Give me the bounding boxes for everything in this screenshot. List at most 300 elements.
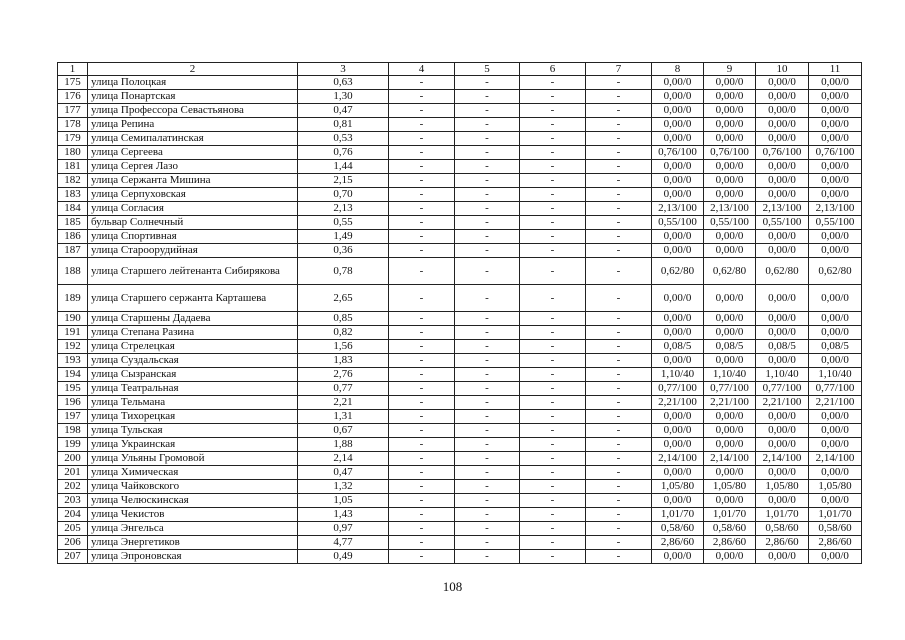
value-cell: - <box>586 244 652 258</box>
row-number-cell: 191 <box>58 326 88 340</box>
value-cell: 0,76/100 <box>652 146 704 160</box>
value-cell: 4,77 <box>298 536 389 550</box>
table-row <box>58 202 862 216</box>
value-cell: 0,00/0 <box>704 285 756 312</box>
table-row <box>58 118 862 132</box>
value-cell: 0,00/0 <box>652 466 704 480</box>
value-cell: 2,14 <box>298 452 389 466</box>
header-cell: 5 <box>455 63 520 76</box>
value-cell: 1,44 <box>298 160 389 174</box>
street-name-cell: улица Репина <box>88 118 298 132</box>
value-cell: 0,00/0 <box>756 438 809 452</box>
value-cell: 1,05/80 <box>652 480 704 494</box>
value-cell: 0,00/0 <box>652 494 704 508</box>
value-cell: 0,00/0 <box>809 326 862 340</box>
value-cell: - <box>389 522 455 536</box>
value-cell: 0,00/0 <box>704 104 756 118</box>
table-row <box>58 174 862 188</box>
value-cell: - <box>389 118 455 132</box>
value-cell: - <box>520 340 586 354</box>
row-number-cell: 201 <box>58 466 88 480</box>
street-name-cell: улица Старшего лейтенанта Сибирякова <box>88 258 298 285</box>
value-cell: - <box>389 104 455 118</box>
value-cell: 0,00/0 <box>809 90 862 104</box>
table-row <box>58 382 862 396</box>
value-cell: - <box>520 354 586 368</box>
value-cell: 0,76/100 <box>756 146 809 160</box>
value-cell: - <box>455 202 520 216</box>
value-cell: - <box>520 508 586 522</box>
value-cell: 0,00/0 <box>809 188 862 202</box>
value-cell: 1,88 <box>298 438 389 452</box>
value-cell: - <box>389 424 455 438</box>
header-cell: 11 <box>809 63 862 76</box>
value-cell: - <box>520 312 586 326</box>
table-row <box>58 438 862 452</box>
row-number-cell: 177 <box>58 104 88 118</box>
value-cell: 0,08/5 <box>809 340 862 354</box>
value-cell: - <box>455 326 520 340</box>
value-cell: 0,00/0 <box>756 312 809 326</box>
value-cell: 0,00/0 <box>756 76 809 90</box>
value-cell: 0,00/0 <box>652 174 704 188</box>
value-cell: 0,62/80 <box>756 258 809 285</box>
value-cell: 0,00/0 <box>652 244 704 258</box>
street-name-cell: улица Химическая <box>88 466 298 480</box>
data-table <box>57 62 862 564</box>
value-cell: 0,55/100 <box>756 216 809 230</box>
value-cell: - <box>520 230 586 244</box>
value-cell: 0,00/0 <box>652 438 704 452</box>
value-cell: - <box>455 188 520 202</box>
table-row <box>58 160 862 174</box>
value-cell: - <box>389 410 455 424</box>
value-cell: 2,15 <box>298 174 389 188</box>
value-cell: - <box>389 202 455 216</box>
street-name-cell: улица Сержанта Мишина <box>88 174 298 188</box>
table-row <box>58 326 862 340</box>
row-number-cell: 193 <box>58 354 88 368</box>
value-cell: - <box>455 536 520 550</box>
value-cell: 0,00/0 <box>704 312 756 326</box>
value-cell: 0,00/0 <box>756 174 809 188</box>
street-name-cell: улица Украинская <box>88 438 298 452</box>
street-name-cell: улица Энергетиков <box>88 536 298 550</box>
value-cell: - <box>520 216 586 230</box>
value-cell: - <box>586 104 652 118</box>
table-row <box>58 452 862 466</box>
table-row <box>58 354 862 368</box>
street-name-cell: улица Тульская <box>88 424 298 438</box>
value-cell: - <box>455 466 520 480</box>
value-cell: - <box>520 285 586 312</box>
value-cell: - <box>586 508 652 522</box>
value-cell: 0,00/0 <box>809 354 862 368</box>
value-cell: 2,14/100 <box>756 452 809 466</box>
value-cell: 0,00/0 <box>809 118 862 132</box>
table-row <box>58 285 862 312</box>
row-number-cell: 179 <box>58 132 88 146</box>
value-cell: 1,32 <box>298 480 389 494</box>
row-number-cell: 182 <box>58 174 88 188</box>
value-cell: - <box>389 368 455 382</box>
street-name-cell: улица Серпуховская <box>88 188 298 202</box>
value-cell: 1,05/80 <box>704 480 756 494</box>
value-cell: 2,21 <box>298 396 389 410</box>
row-number-cell: 200 <box>58 452 88 466</box>
value-cell: 0,00/0 <box>756 410 809 424</box>
value-cell: - <box>586 90 652 104</box>
value-cell: - <box>520 466 586 480</box>
street-name-cell: улица Тельмана <box>88 396 298 410</box>
value-cell: - <box>389 536 455 550</box>
value-cell: 0,00/0 <box>809 132 862 146</box>
value-cell: 0,62/80 <box>704 258 756 285</box>
value-cell: 0,62/80 <box>652 258 704 285</box>
value-cell: - <box>586 258 652 285</box>
value-cell: 0,58/60 <box>809 522 862 536</box>
value-cell: 0,62/80 <box>809 258 862 285</box>
value-cell: - <box>389 244 455 258</box>
value-cell: 0,00/0 <box>756 424 809 438</box>
value-cell: - <box>455 258 520 285</box>
value-cell: - <box>586 522 652 536</box>
row-number-cell: 197 <box>58 410 88 424</box>
value-cell: 2,86/60 <box>704 536 756 550</box>
street-name-cell: улица Сергея Лазо <box>88 160 298 174</box>
value-cell: - <box>389 160 455 174</box>
value-cell: 0,00/0 <box>704 326 756 340</box>
value-cell: 0,00/0 <box>809 438 862 452</box>
value-cell: 0,00/0 <box>809 424 862 438</box>
row-number-cell: 204 <box>58 508 88 522</box>
value-cell: - <box>455 410 520 424</box>
value-cell: 0,00/0 <box>809 174 862 188</box>
value-cell: 0,36 <box>298 244 389 258</box>
value-cell: 1,05/80 <box>756 480 809 494</box>
value-cell: 1,43 <box>298 508 389 522</box>
street-name-cell: улица Челюскинская <box>88 494 298 508</box>
value-cell: 2,76 <box>298 368 389 382</box>
value-cell: 0,76/100 <box>809 146 862 160</box>
value-cell: - <box>389 326 455 340</box>
street-name-cell: улица Суздальская <box>88 354 298 368</box>
value-cell: - <box>586 396 652 410</box>
value-cell: - <box>520 160 586 174</box>
value-cell: 0,00/0 <box>756 160 809 174</box>
street-name-cell: улица Старшены Дадаева <box>88 312 298 326</box>
value-cell: - <box>455 174 520 188</box>
value-cell: 0,97 <box>298 522 389 536</box>
value-cell: 0,70 <box>298 188 389 202</box>
value-cell: 2,86/60 <box>809 536 862 550</box>
value-cell: 0,00/0 <box>704 174 756 188</box>
row-number-cell: 183 <box>58 188 88 202</box>
value-cell: - <box>389 480 455 494</box>
value-cell: - <box>520 104 586 118</box>
street-name-cell: улица Профессора Севастьянова <box>88 104 298 118</box>
value-cell: - <box>389 188 455 202</box>
table-row <box>58 312 862 326</box>
value-cell: - <box>455 382 520 396</box>
value-cell: - <box>455 244 520 258</box>
value-cell: - <box>389 132 455 146</box>
value-cell: - <box>455 508 520 522</box>
value-cell: 0,00/0 <box>704 118 756 132</box>
value-cell: - <box>389 466 455 480</box>
value-cell: 2,21/100 <box>756 396 809 410</box>
row-number-cell: 189 <box>58 285 88 312</box>
value-cell: 0,53 <box>298 132 389 146</box>
value-cell: 0,00/0 <box>704 438 756 452</box>
value-cell: 0,85 <box>298 312 389 326</box>
value-cell: 0,00/0 <box>809 104 862 118</box>
street-name-cell: улица Староорудийная <box>88 244 298 258</box>
value-cell: 0,00/0 <box>756 326 809 340</box>
value-cell: 0,49 <box>298 550 389 564</box>
table-row <box>58 410 862 424</box>
header-cell: 7 <box>586 63 652 76</box>
table-row <box>58 188 862 202</box>
value-cell: - <box>586 368 652 382</box>
value-cell: 0,00/0 <box>704 494 756 508</box>
value-cell: 0,00/0 <box>756 494 809 508</box>
value-cell: 0,00/0 <box>652 312 704 326</box>
row-number-cell: 194 <box>58 368 88 382</box>
table-body <box>58 76 862 564</box>
row-number-cell: 195 <box>58 382 88 396</box>
value-cell: - <box>389 438 455 452</box>
value-cell: 0,08/5 <box>756 340 809 354</box>
value-cell: 0,00/0 <box>809 494 862 508</box>
value-cell: 1,01/70 <box>652 508 704 522</box>
value-cell: 0,00/0 <box>704 424 756 438</box>
value-cell: - <box>586 438 652 452</box>
value-cell: - <box>586 410 652 424</box>
value-cell: 2,86/60 <box>652 536 704 550</box>
value-cell: 1,05 <box>298 494 389 508</box>
row-number-cell: 176 <box>58 90 88 104</box>
value-cell: - <box>389 354 455 368</box>
table-row <box>58 508 862 522</box>
value-cell: 0,00/0 <box>809 230 862 244</box>
value-cell: - <box>520 188 586 202</box>
street-name-cell: улица Понартская <box>88 90 298 104</box>
value-cell: 2,13/100 <box>652 202 704 216</box>
row-number-cell: 207 <box>58 550 88 564</box>
value-cell: - <box>520 494 586 508</box>
value-cell: 2,13/100 <box>809 202 862 216</box>
row-number-cell: 199 <box>58 438 88 452</box>
row-number-cell: 192 <box>58 340 88 354</box>
value-cell: - <box>520 76 586 90</box>
value-cell: - <box>455 104 520 118</box>
value-cell: 0,00/0 <box>809 466 862 480</box>
value-cell: 1,49 <box>298 230 389 244</box>
table-row <box>58 396 862 410</box>
value-cell: - <box>455 494 520 508</box>
row-number-cell: 186 <box>58 230 88 244</box>
value-cell: 0,58/60 <box>704 522 756 536</box>
value-cell: 0,00/0 <box>652 354 704 368</box>
value-cell: - <box>389 312 455 326</box>
value-cell: 2,21/100 <box>652 396 704 410</box>
street-name-cell: улица Степана Разина <box>88 326 298 340</box>
street-name-cell: улица Сергеева <box>88 146 298 160</box>
value-cell: 0,58/60 <box>652 522 704 536</box>
value-cell: - <box>389 550 455 564</box>
value-cell: - <box>586 354 652 368</box>
value-cell: - <box>455 76 520 90</box>
value-cell: 0,47 <box>298 104 389 118</box>
street-name-cell: улица Согласия <box>88 202 298 216</box>
header-cell: 4 <box>389 63 455 76</box>
value-cell: - <box>455 340 520 354</box>
street-name-cell: улица Полоцкая <box>88 76 298 90</box>
value-cell: - <box>520 244 586 258</box>
value-cell: 0,00/0 <box>652 104 704 118</box>
table-row <box>58 230 862 244</box>
value-cell: - <box>389 382 455 396</box>
row-number-cell: 188 <box>58 258 88 285</box>
value-cell: - <box>586 285 652 312</box>
value-cell: 1,30 <box>298 90 389 104</box>
value-cell: 0,00/0 <box>652 550 704 564</box>
value-cell: 0,00/0 <box>756 550 809 564</box>
value-cell: - <box>389 230 455 244</box>
value-cell: 2,13 <box>298 202 389 216</box>
table-row <box>58 104 862 118</box>
row-number-cell: 180 <box>58 146 88 160</box>
value-cell: 0,55/100 <box>809 216 862 230</box>
value-cell: 0,00/0 <box>704 244 756 258</box>
street-name-cell: улица Спортивная <box>88 230 298 244</box>
value-cell: 0,55/100 <box>652 216 704 230</box>
value-cell: - <box>586 326 652 340</box>
value-cell: - <box>520 174 586 188</box>
value-cell: - <box>520 452 586 466</box>
value-cell: 0,00/0 <box>704 354 756 368</box>
value-cell: - <box>455 230 520 244</box>
table-row <box>58 244 862 258</box>
value-cell: 0,00/0 <box>704 550 756 564</box>
value-cell: 0,00/0 <box>756 90 809 104</box>
table-row <box>58 424 862 438</box>
value-cell: 0,00/0 <box>652 160 704 174</box>
value-cell: - <box>520 396 586 410</box>
table-row <box>58 522 862 536</box>
street-name-cell: улица Ульяны Громовой <box>88 452 298 466</box>
value-cell: - <box>586 382 652 396</box>
value-cell: - <box>455 438 520 452</box>
value-cell: - <box>586 550 652 564</box>
value-cell: 0,77/100 <box>809 382 862 396</box>
value-cell: 0,00/0 <box>809 312 862 326</box>
value-cell: - <box>389 216 455 230</box>
value-cell: - <box>389 76 455 90</box>
value-cell: - <box>389 285 455 312</box>
value-cell: - <box>455 368 520 382</box>
value-cell: 0,00/0 <box>756 285 809 312</box>
table-row <box>58 466 862 480</box>
value-cell: 1,83 <box>298 354 389 368</box>
value-cell: - <box>455 146 520 160</box>
value-cell: - <box>586 174 652 188</box>
table-header-row <box>58 63 862 76</box>
value-cell: 0,00/0 <box>756 244 809 258</box>
value-cell: 0,55/100 <box>704 216 756 230</box>
table-row <box>58 76 862 90</box>
value-cell: 0,00/0 <box>704 132 756 146</box>
street-name-cell: улица Старшего сержанта Карташева <box>88 285 298 312</box>
header-cell: 1 <box>58 63 88 76</box>
value-cell: - <box>520 550 586 564</box>
table-row <box>58 146 862 160</box>
value-cell: - <box>455 424 520 438</box>
value-cell: 0,00/0 <box>652 326 704 340</box>
value-cell: 0,00/0 <box>809 160 862 174</box>
table-row <box>58 368 862 382</box>
row-number-cell: 206 <box>58 536 88 550</box>
street-name-cell: улица Семипалатинская <box>88 132 298 146</box>
value-cell: 0,00/0 <box>652 424 704 438</box>
row-number-cell: 198 <box>58 424 88 438</box>
value-cell: 0,77/100 <box>756 382 809 396</box>
header-cell: 8 <box>652 63 704 76</box>
street-name-cell: бульвар Солнечный <box>88 216 298 230</box>
value-cell: 2,14/100 <box>652 452 704 466</box>
value-cell: - <box>586 424 652 438</box>
value-cell: 0,00/0 <box>652 410 704 424</box>
value-cell: 0,00/0 <box>756 118 809 132</box>
row-number-cell: 178 <box>58 118 88 132</box>
value-cell: 0,00/0 <box>704 188 756 202</box>
value-cell: - <box>586 76 652 90</box>
value-cell: - <box>586 146 652 160</box>
value-cell: 1,01/70 <box>704 508 756 522</box>
value-cell: - <box>455 312 520 326</box>
value-cell: - <box>520 368 586 382</box>
value-cell: 0,82 <box>298 326 389 340</box>
value-cell: - <box>520 258 586 285</box>
value-cell: 0,00/0 <box>756 230 809 244</box>
value-cell: 1,10/40 <box>809 368 862 382</box>
value-cell: - <box>586 536 652 550</box>
value-cell: - <box>586 188 652 202</box>
street-name-cell: улица Театральная <box>88 382 298 396</box>
page-number: 108 <box>442 579 463 594</box>
value-cell: - <box>520 536 586 550</box>
value-cell: 0,00/0 <box>756 132 809 146</box>
row-number-cell: 185 <box>58 216 88 230</box>
value-cell: 0,00/0 <box>756 188 809 202</box>
value-cell: - <box>455 550 520 564</box>
row-number-cell: 181 <box>58 160 88 174</box>
value-cell: 2,21/100 <box>704 396 756 410</box>
value-cell: - <box>520 146 586 160</box>
value-cell: - <box>586 494 652 508</box>
value-cell: - <box>520 90 586 104</box>
value-cell: - <box>520 118 586 132</box>
row-number-cell: 190 <box>58 312 88 326</box>
value-cell: 0,00/0 <box>756 354 809 368</box>
header-cell: 3 <box>298 63 389 76</box>
value-cell: 1,56 <box>298 340 389 354</box>
value-cell: 0,00/0 <box>809 550 862 564</box>
header-cell: 10 <box>756 63 809 76</box>
value-cell: 0,00/0 <box>809 410 862 424</box>
value-cell: - <box>389 340 455 354</box>
